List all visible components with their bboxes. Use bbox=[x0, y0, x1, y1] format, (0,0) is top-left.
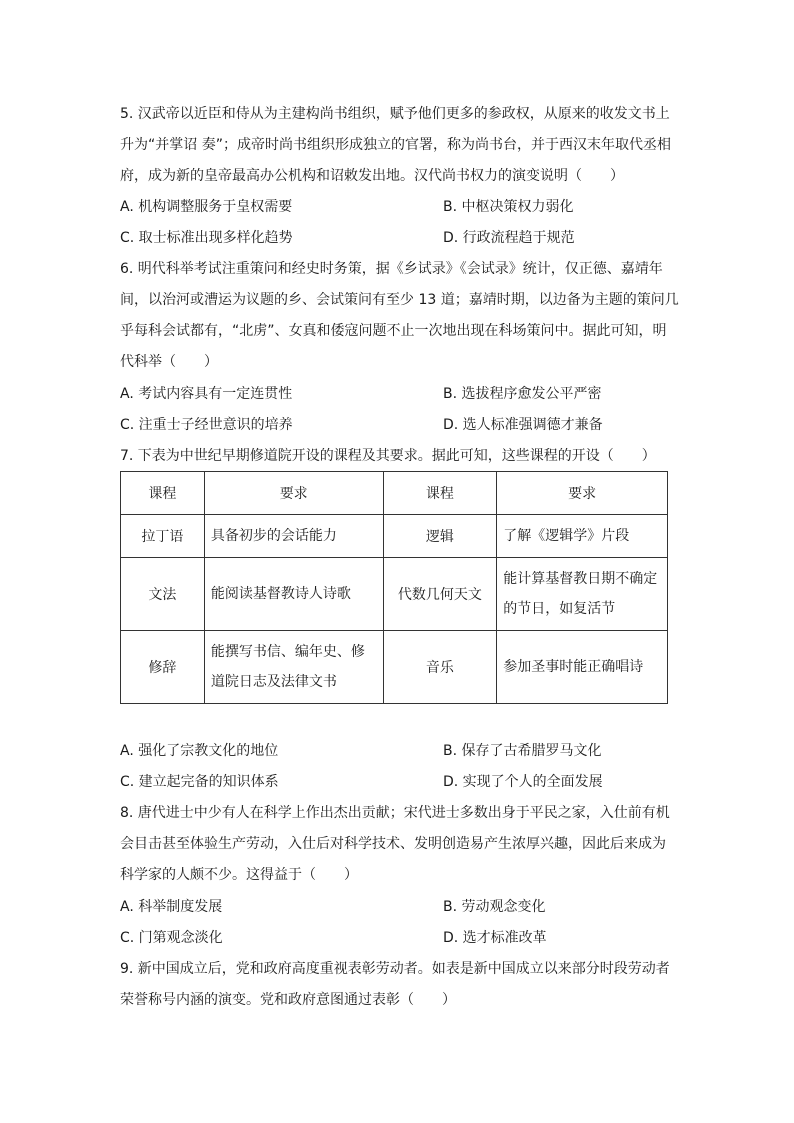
table-row bbox=[121, 558, 668, 631]
q7-option-a[interactable]: A. 强化了宗教文化的地位 bbox=[120, 743, 279, 759]
table-cell: 参加圣事时能正确唱诗 bbox=[497, 631, 668, 704]
q5-line-2: 升为“并掌诏 奏”；成帝时尚书组织形成独立的官署，称为尚书台，并于西汉末年取代丞相 bbox=[120, 137, 671, 153]
table-header-cell: 要求 bbox=[204, 472, 383, 515]
q7-option-b[interactable]: B. 保存了古希腊罗马文化 bbox=[443, 743, 602, 759]
q8-line-3: 科学家的人颇不少。这得益于（ ） bbox=[120, 867, 358, 883]
table-cell: 逻辑 bbox=[383, 515, 497, 558]
table-header-row bbox=[121, 472, 668, 515]
q8-option-b[interactable]: B. 劳动观念变化 bbox=[443, 899, 546, 915]
q8-option-c[interactable]: C. 门第观念淡化 bbox=[120, 930, 223, 946]
q5-option-a[interactable]: A. 机构调整服务于皇权需要 bbox=[120, 199, 293, 215]
table-cell: 代数几何天文 bbox=[383, 558, 497, 631]
table-cell: 音乐 bbox=[383, 631, 497, 704]
q5-line-3: 府，成为新的皇帝最高办公机构和诏敕发出地。汉代尚书权力的演变说明（ ） bbox=[120, 168, 624, 184]
table-cell: 文法 bbox=[121, 558, 205, 631]
q8-option-a[interactable]: A. 科举制度发展 bbox=[120, 899, 223, 915]
q9-line-1: 9. 新中国成立后，党和政府高度重视表彰劳动者。如表是新中国成立以来部分时段劳动者 bbox=[120, 961, 670, 977]
q9-line-2: 荣誉称号内涵的演变。党和政府意图通过表彰（ ） bbox=[120, 992, 456, 1008]
table-cell: 拉丁语 bbox=[121, 515, 205, 558]
table-cell: 能计算基督教日期不确定的节日，如复活节 bbox=[497, 558, 668, 631]
table-header-cell: 要求 bbox=[497, 472, 668, 515]
q7-option-d[interactable]: D. 实现了个人的全面发展 bbox=[443, 774, 603, 790]
q7-line-1: 7. 下表为中世纪早期修道院开设的课程及其要求。据此可知，这些课程的开设（ ） bbox=[120, 448, 656, 464]
q8-option-d[interactable]: D. 选才标准改革 bbox=[443, 930, 547, 946]
table-cell: 能撰写书信、编年史、修道院日志及法律文书 bbox=[204, 631, 383, 704]
q5-line-1: 5. 汉武帝以近臣和侍从为主建构尚书组织，赋予他们更多的参政权，从原来的收发文书上 bbox=[120, 106, 670, 122]
q7-option-c[interactable]: C. 建立起完备的知识体系 bbox=[120, 774, 279, 790]
q6-option-c[interactable]: C. 注重士子经世意识的培养 bbox=[120, 417, 293, 433]
q6-option-d[interactable]: D. 选人标准强调德才兼备 bbox=[443, 417, 603, 433]
table-row bbox=[121, 515, 668, 558]
table-cell: 具备初步的会话能力 bbox=[204, 515, 383, 558]
course-table bbox=[120, 471, 668, 704]
q6-option-a[interactable]: A. 考试内容具有一定连贯性 bbox=[120, 386, 293, 402]
q8-line-2: 会目击甚至体验生产劳动，入仕后对科学技术、发明创造易产生浓厚兴趣，因此后来成为 bbox=[120, 836, 666, 852]
q5-option-c[interactable]: C. 取士标准出现多样化趋势 bbox=[120, 230, 293, 246]
q5-option-d[interactable]: D. 行政流程趋于规范 bbox=[443, 230, 575, 246]
q6-line-4: 代科举（ ） bbox=[120, 354, 218, 370]
table-row bbox=[121, 631, 668, 704]
q8-line-1: 8. 唐代进士中少有人在科学上作出杰出贡献；宋代进士多数出身于平民之家，入仕前有机 bbox=[120, 805, 670, 821]
q6-line-2: 间，以治河或漕运为议题的乡、会试策问有至少 13 道；嘉靖时期，以边备为主题的策问几 bbox=[120, 292, 679, 308]
table-cell: 能阅读基督教诗人诗歌 bbox=[204, 558, 383, 631]
q5-option-b[interactable]: B. 中枢决策权力弱化 bbox=[443, 199, 574, 215]
q6-option-b[interactable]: B. 选拔程序愈发公平严密 bbox=[443, 386, 602, 402]
q6-line-3: 乎每科会试都有，“北虏”、女真和倭寇问题不止一次地出现在科场策问中。据此可知，明 bbox=[120, 323, 667, 339]
table-cell: 了解《逻辑学》片段 bbox=[497, 515, 668, 558]
q6-line-1: 6. 明代科举考试注重策问和经史时务策，据《乡试录》《会试录》统计，仅正德、嘉靖年 bbox=[120, 261, 663, 277]
table-header-cell: 课程 bbox=[383, 472, 497, 515]
table-header-cell: 课程 bbox=[121, 472, 205, 515]
table-cell: 修辞 bbox=[121, 631, 205, 704]
